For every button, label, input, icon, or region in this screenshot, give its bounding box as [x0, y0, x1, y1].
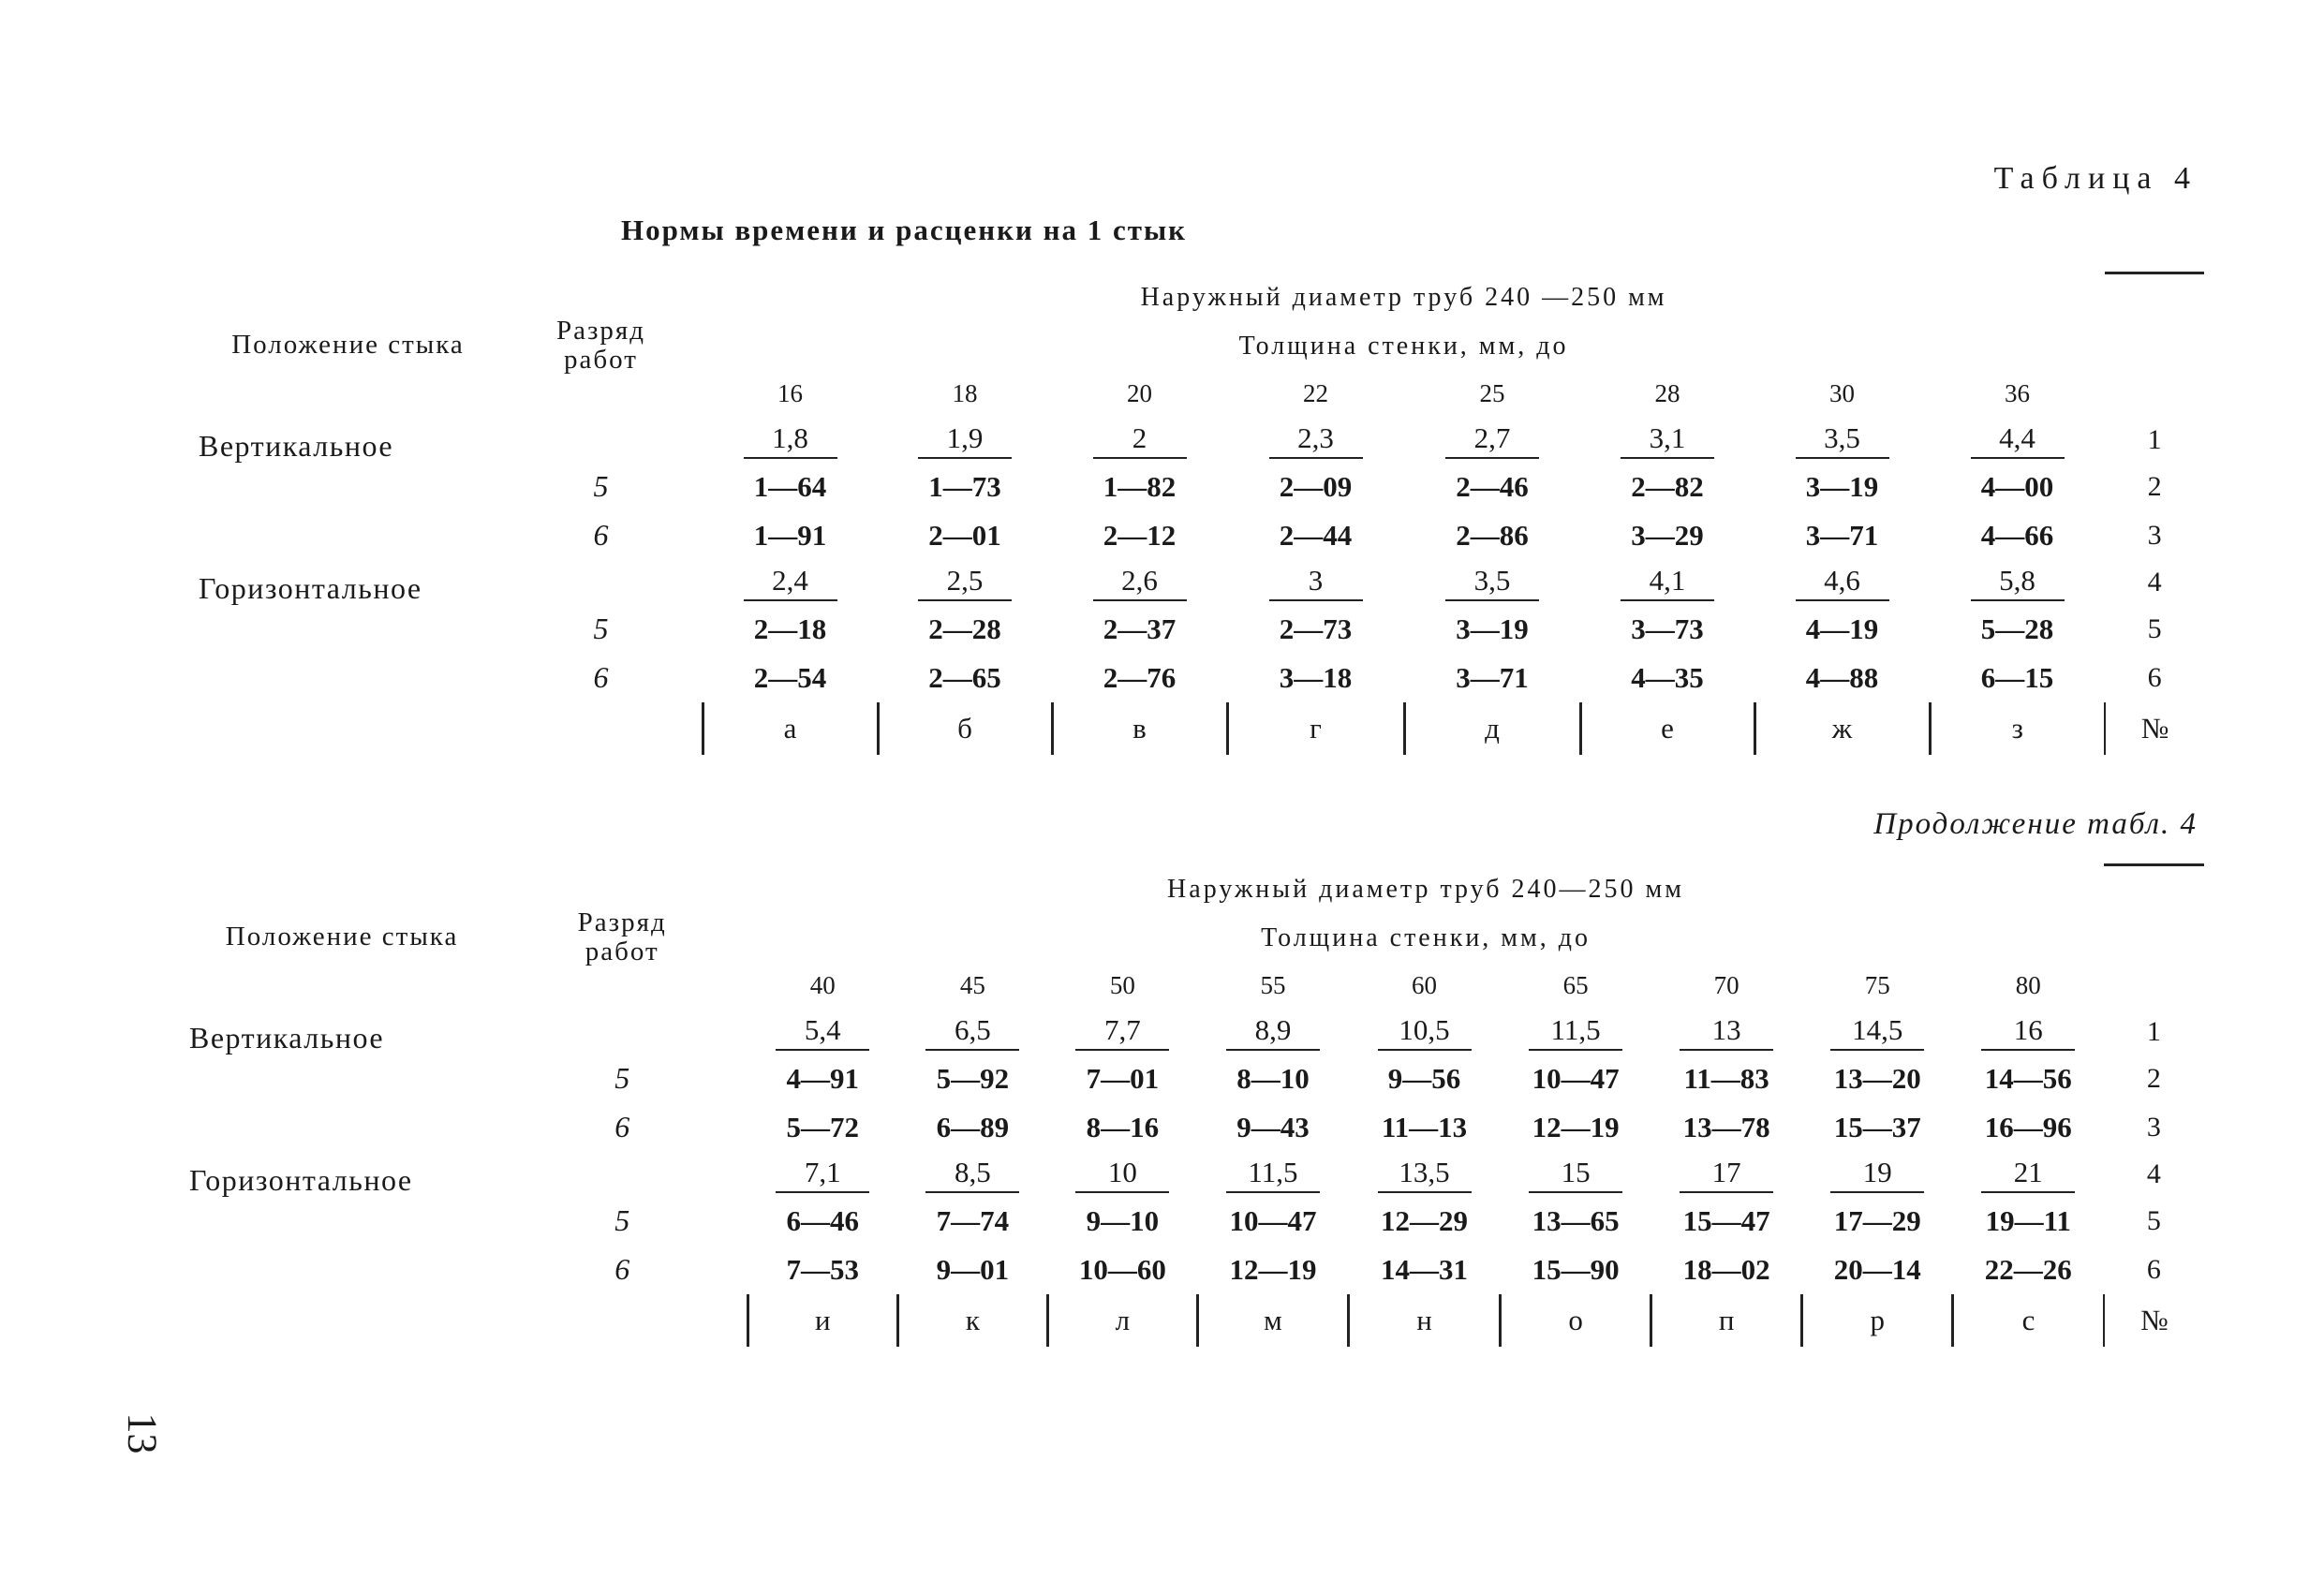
time-norm-value: 2,5 [918, 564, 1012, 601]
time-norm-cell [748, 1010, 897, 1055]
thickness-cell: 45 [959, 971, 985, 999]
rate-cell-grade-6: 15—90 [1532, 1252, 1620, 1286]
time-norm-value: 16 [1981, 1013, 2075, 1051]
row-number: 1 [2146, 1015, 2161, 1047]
rate-cell-grade-5: 7—74 [936, 1203, 1010, 1237]
rate-cell-grade-6: 3—18 [1279, 660, 1353, 694]
grade-label: 5 [614, 1203, 630, 1237]
rate-cell-grade-6: 1—91 [753, 518, 827, 552]
grade-cell [496, 1152, 748, 1197]
time-norm-cell [1501, 1010, 1651, 1055]
time-norm-cell [1349, 1152, 1501, 1197]
rate-cell-grade-6: 3—71 [1456, 660, 1529, 694]
rate-cell-grade-6: 6—15 [1980, 660, 2054, 694]
table-row [187, 1010, 2204, 1055]
column-letter: з [1930, 702, 2105, 755]
rate-cell-grade-5: 9—56 [1387, 1061, 1461, 1095]
rate-cell-grade-6: 2—86 [1456, 518, 1529, 552]
column-header-grade: Разряд работ [555, 316, 646, 375]
norms-table-2 [187, 863, 2204, 1347]
time-norm-value: 15 [1529, 1156, 1622, 1193]
thickness-cell: 16 [777, 379, 803, 407]
row-number: 2 [2146, 1062, 2161, 1094]
rate-cell-grade-6: 2—76 [1103, 660, 1177, 694]
wall-thickness-header: Толщина стенки, мм, до [1261, 922, 1591, 952]
time-norm-value: 3 [1269, 564, 1363, 601]
diameter-header: Наружный диаметр труб 240 —250 мм [1140, 282, 1667, 312]
letters-row [187, 1294, 2204, 1347]
column-letter: б [878, 702, 1052, 755]
rate-cell-grade-5: 1—64 [753, 469, 827, 503]
time-norm-value: 13,5 [1378, 1156, 1472, 1193]
column-letter: в [1052, 702, 1227, 755]
rate-cell-grade-6: 4—88 [1805, 660, 1879, 694]
time-norm-value: 1,8 [744, 421, 837, 459]
rate-cell-grade-6: 22—26 [1984, 1252, 2072, 1286]
column-letter: г [1227, 702, 1404, 755]
rate-cell-grade-5: 9—10 [1086, 1203, 1160, 1237]
rate-cell-grade-6: 15—37 [1833, 1110, 1921, 1143]
rate-cell-grade-5: 6—46 [786, 1203, 860, 1237]
row-number: 2 [2147, 470, 2162, 502]
rate-cell-grade-5: 5—92 [936, 1061, 1010, 1095]
time-norm-cell [748, 1152, 897, 1197]
continuation-label: Продолжение табл. 4 [1873, 807, 2198, 841]
grade-label: 6 [593, 518, 609, 552]
time-norm-value: 17 [1680, 1156, 1773, 1193]
norms-table-1 [197, 272, 2204, 755]
rate-cell-grade-5: 3—19 [1805, 469, 1879, 503]
row-number: 6 [2147, 661, 2162, 693]
column-letter: п [1651, 1294, 1802, 1347]
thickness-cell: 40 [809, 971, 836, 999]
rate-cell-grade-5: 10—47 [1229, 1203, 1317, 1237]
column-letter: л [1047, 1294, 1197, 1347]
time-norm-value: 11,5 [1226, 1156, 1320, 1193]
rate-cell-grade-5: 1—82 [1103, 469, 1177, 503]
rate-cell-grade-6: 4—35 [1631, 660, 1704, 694]
column-letter: к [897, 1294, 1047, 1347]
grade-label: 6 [614, 1252, 630, 1286]
position-label-horizontal: Горизонтальное [189, 1162, 413, 1197]
time-norm-cell [1953, 1152, 2104, 1197]
header-row [197, 273, 2204, 322]
time-norm-cell [1580, 560, 1754, 605]
time-norm-value: 11,5 [1529, 1013, 1622, 1051]
time-norm-cell [1197, 1010, 1348, 1055]
rate-cell-grade-5: 10—47 [1532, 1061, 1620, 1095]
rate-cell-grade-6: 2—54 [753, 660, 827, 694]
blank-cell [187, 1294, 748, 1347]
grade-label: 5 [593, 469, 609, 503]
time-norm-value: 5,4 [776, 1013, 869, 1051]
rate-cell-grade-5: 2—82 [1631, 469, 1704, 503]
thickness-cell: 55 [1260, 971, 1286, 999]
row-number: 1 [2147, 423, 2162, 455]
time-norm-value: 13 [1680, 1013, 1773, 1051]
time-norm-value: 7,1 [776, 1156, 869, 1193]
rate-cell-grade-5: 5—28 [1980, 612, 2054, 645]
column-letter: н [1349, 1294, 1501, 1347]
column-letter: ж [1754, 702, 1930, 755]
time-norm-cell [1052, 418, 1227, 463]
rate-cell-grade-6: 9—01 [936, 1252, 1010, 1286]
time-norm-cell [1930, 560, 2105, 605]
rate-cell-grade-5: 19—11 [1985, 1203, 2071, 1237]
number-sign: № [2105, 702, 2204, 755]
wall-thickness-header: Толщина стенки, мм, до [1238, 331, 1569, 361]
thickness-cell: 25 [1479, 379, 1505, 407]
rate-cell-grade-6: 2—65 [928, 660, 1001, 694]
rate-cell-grade-6: 8—16 [1086, 1110, 1160, 1143]
row-number: 6 [2146, 1253, 2161, 1285]
time-norm-value: 3,5 [1796, 421, 1889, 459]
time-norm-value: 7,7 [1075, 1013, 1169, 1051]
rate-cell-grade-6: 2—12 [1103, 518, 1177, 552]
rate-cell-grade-5: 4—91 [786, 1061, 860, 1095]
time-norm-cell [703, 560, 878, 605]
time-norm-cell [897, 1010, 1047, 1055]
column-letter: р [1802, 1294, 1953, 1347]
thickness-cell: 65 [1562, 971, 1589, 999]
time-norm-cell [878, 560, 1052, 605]
rate-cell-grade-6: 20—14 [1833, 1252, 1921, 1286]
time-norm-value: 14,5 [1830, 1013, 1924, 1051]
rate-cell-grade-6: 7—53 [786, 1252, 860, 1286]
row-number: 4 [2147, 566, 2162, 597]
time-norm-value: 2,3 [1269, 421, 1363, 459]
rate-cell-grade-5: 2—28 [928, 612, 1001, 645]
time-norm-cell [1754, 418, 1930, 463]
time-norm-cell [878, 418, 1052, 463]
rate-cell-grade-6: 5—72 [786, 1110, 860, 1143]
column-letter: о [1501, 1294, 1651, 1347]
position-label-horizontal: Горизонтальное [199, 570, 422, 605]
grade-label: 5 [614, 1061, 630, 1095]
time-norm-value: 19 [1830, 1156, 1924, 1193]
rate-cell-grade-5: 12—29 [1381, 1203, 1469, 1237]
column-letter: с [1953, 1294, 2104, 1347]
grade-cell [499, 418, 703, 463]
thickness-cell: 22 [1303, 379, 1328, 407]
rate-cell-grade-5: 15—47 [1682, 1203, 1770, 1237]
rate-cell-grade-5: 2—18 [753, 612, 827, 645]
thickness-cell: 50 [1109, 971, 1135, 999]
time-norm-value: 2,7 [1445, 421, 1539, 459]
time-norm-value: 2 [1093, 421, 1187, 459]
time-norm-cell [1802, 1010, 1953, 1055]
time-norm-cell [1953, 1010, 2104, 1055]
grade-label: 6 [593, 660, 609, 694]
column-header-position: Положение стыка [225, 922, 459, 951]
time-norm-cell [703, 418, 878, 463]
rate-cell-grade-6: 6—89 [936, 1110, 1010, 1143]
time-norm-cell [1227, 418, 1404, 463]
time-norm-cell [1052, 560, 1227, 605]
time-norm-value: 8,9 [1226, 1013, 1320, 1051]
time-norm-cell [1930, 418, 2105, 463]
thickness-cell: 36 [2005, 379, 2031, 407]
time-norm-cell [1754, 560, 1930, 605]
rate-cell-grade-6: 4—66 [1980, 518, 2054, 552]
number-sign: № [2104, 1294, 2204, 1347]
thickness-cell: 70 [1713, 971, 1739, 999]
column-letter: е [1580, 702, 1754, 755]
row-number-header [2104, 865, 2204, 1010]
table-row [197, 560, 2204, 605]
table-row [187, 1152, 2204, 1197]
time-norm-cell [1651, 1010, 1802, 1055]
column-letter: д [1404, 702, 1580, 755]
rate-cell-grade-5: 4—00 [1980, 469, 2054, 503]
rate-cell-grade-6: 16—96 [1984, 1110, 2072, 1143]
time-norm-value: 4,1 [1621, 564, 1714, 601]
grade-cell [496, 1010, 748, 1055]
table-row [197, 418, 2204, 463]
rate-cell-grade-6: 13—78 [1682, 1110, 1770, 1143]
rate-cell-grade-6: 12—19 [1532, 1110, 1620, 1143]
thickness-cell: 60 [1412, 971, 1438, 999]
row-number: 5 [2146, 1204, 2161, 1236]
header-row [187, 865, 2204, 914]
rate-cell-grade-5: 7—01 [1086, 1061, 1160, 1095]
thickness-cell: 28 [1654, 379, 1680, 407]
rate-cell-grade-5: 4—19 [1805, 612, 1879, 645]
rate-cell-grade-5: 17—29 [1833, 1203, 1921, 1237]
time-norm-cell [1651, 1152, 1802, 1197]
thickness-cell: 20 [1127, 379, 1152, 407]
time-norm-cell [1047, 1152, 1197, 1197]
row-number: 3 [2146, 1111, 2161, 1143]
time-norm-cell [1047, 1010, 1197, 1055]
rate-cell-grade-5: 8—10 [1236, 1061, 1310, 1095]
diameter-header: Наружный диаметр труб 240—250 мм [1167, 874, 1684, 904]
thickness-cell: 80 [2015, 971, 2041, 999]
rate-cell-grade-5: 3—19 [1456, 612, 1529, 645]
blank-cell [197, 702, 703, 755]
position-label-vertical: Вертикальное [199, 428, 394, 463]
time-norm-value: 1,9 [918, 421, 1012, 459]
rate-cell-grade-5: 13—65 [1532, 1203, 1620, 1237]
column-letter: м [1197, 1294, 1348, 1347]
rate-cell-grade-5: 2—46 [1456, 469, 1529, 503]
thickness-cell: 75 [1864, 971, 1890, 999]
rate-cell-grade-5: 2—73 [1279, 612, 1353, 645]
time-norm-value: 5,8 [1971, 564, 2065, 601]
time-norm-cell [1404, 418, 1580, 463]
time-norm-value: 21 [1981, 1156, 2075, 1193]
table-label: Таблица 4 [1993, 161, 2198, 196]
time-norm-value: 3,1 [1621, 421, 1714, 459]
position-label-vertical: Вертикальное [189, 1020, 385, 1055]
rate-cell-grade-6: 12—19 [1229, 1252, 1317, 1286]
time-norm-cell [1501, 1152, 1651, 1197]
column-header-grade: Разряд работ [577, 907, 667, 966]
row-number: 3 [2147, 519, 2162, 551]
rate-cell-grade-5: 1—73 [928, 469, 1001, 503]
time-norm-value: 4,4 [1971, 421, 2065, 459]
time-norm-value: 10 [1075, 1156, 1169, 1193]
grade-label: 5 [593, 612, 609, 645]
grade-cell [499, 560, 703, 605]
thickness-cell: 30 [1829, 379, 1855, 407]
time-norm-value: 2,6 [1093, 564, 1187, 601]
time-norm-value: 4,6 [1796, 564, 1889, 601]
grade-label: 6 [614, 1110, 630, 1143]
thickness-cell: 18 [952, 379, 978, 407]
time-norm-cell [897, 1152, 1047, 1197]
letters-row [197, 702, 2204, 755]
rate-cell-grade-6: 9—43 [1236, 1110, 1310, 1143]
column-header-position: Положение стыка [231, 330, 465, 360]
time-norm-value: 3,5 [1445, 564, 1539, 601]
rate-cell-grade-5: 2—09 [1279, 469, 1353, 503]
time-norm-cell [1227, 560, 1404, 605]
time-norm-value: 6,5 [925, 1013, 1019, 1051]
rate-cell-grade-6: 18—02 [1682, 1252, 1770, 1286]
rate-cell-grade-6: 2—01 [928, 518, 1001, 552]
time-norm-cell [1802, 1152, 1953, 1197]
rate-cell-grade-6: 3—29 [1631, 518, 1704, 552]
rate-cell-grade-6: 11—13 [1381, 1110, 1468, 1143]
time-norm-cell [1349, 1010, 1501, 1055]
rate-cell-grade-6: 14—31 [1381, 1252, 1469, 1286]
row-number-header [2105, 273, 2204, 418]
page-number: 13 [119, 1412, 166, 1454]
rate-cell-grade-5: 2—37 [1103, 612, 1177, 645]
time-norm-value: 10,5 [1378, 1013, 1472, 1051]
row-number: 5 [2147, 612, 2162, 644]
rate-cell-grade-6: 2—44 [1279, 518, 1353, 552]
rate-cell-grade-6: 10—60 [1078, 1252, 1166, 1286]
rate-cell-grade-6: 3—71 [1805, 518, 1879, 552]
column-letter: и [748, 1294, 897, 1347]
rate-cell-grade-5: 3—73 [1631, 612, 1704, 645]
time-norm-value: 8,5 [925, 1156, 1019, 1193]
table-title: Нормы времени и расценки на 1 стык [620, 214, 1188, 246]
rate-cell-grade-5: 11—83 [1683, 1061, 1769, 1095]
column-letter: а [703, 702, 878, 755]
rate-cell-grade-5: 14—56 [1984, 1061, 2072, 1095]
time-norm-value: 2,4 [744, 564, 837, 601]
row-number: 4 [2146, 1158, 2161, 1189]
time-norm-cell [1197, 1152, 1348, 1197]
rate-cell-grade-5: 13—20 [1833, 1061, 1921, 1095]
time-norm-cell [1404, 560, 1580, 605]
time-norm-cell [1580, 418, 1754, 463]
